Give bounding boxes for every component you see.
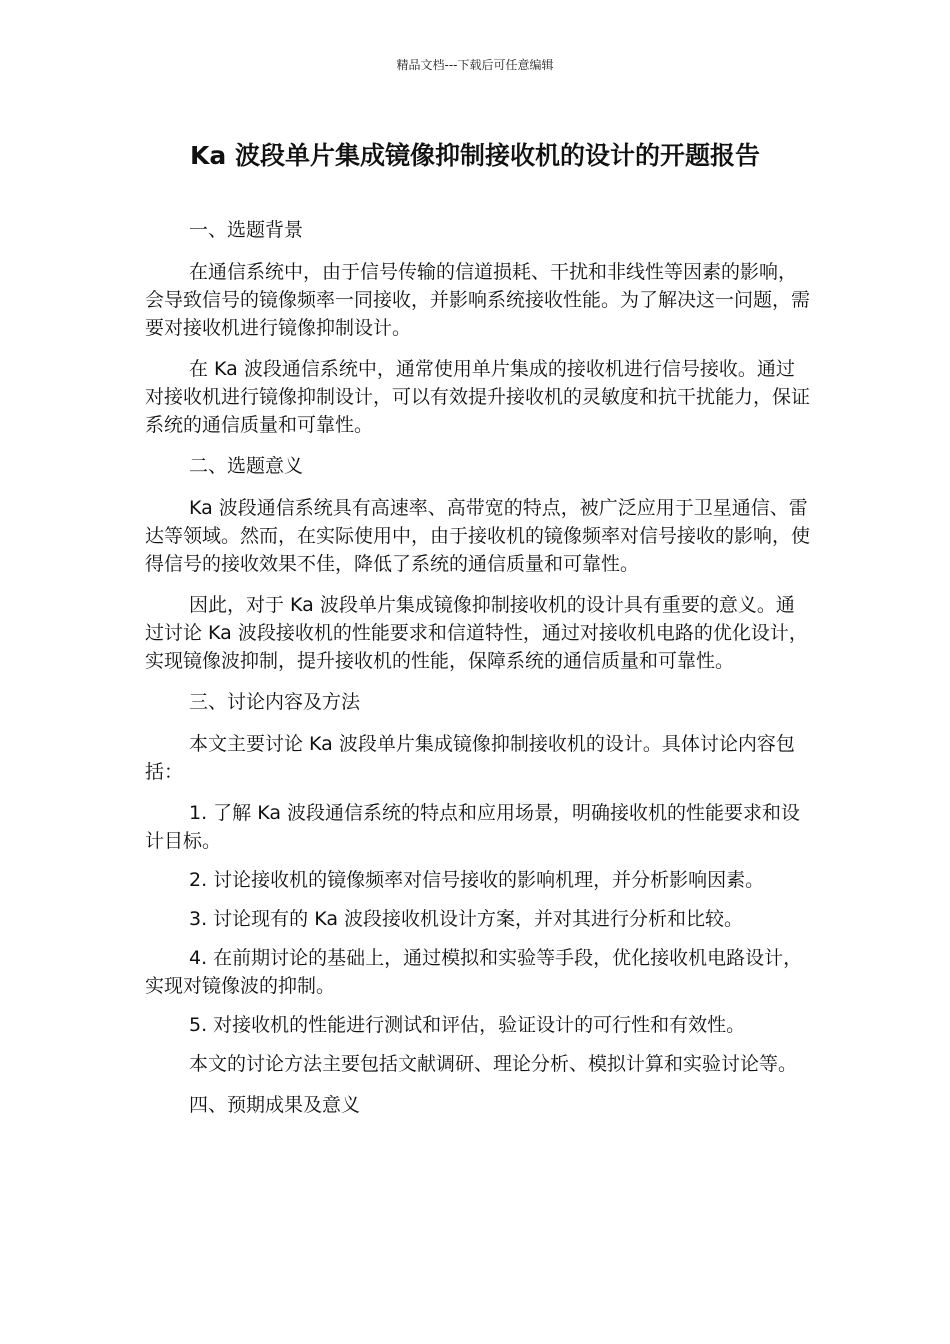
list-item: 2. 讨论接收机的镜像频率对信号接收的影响机理，并分析影响因素。 [189,869,765,891]
paragraph: 本文主要讨论 Ka 波段单片集成镜像抑制接收机的设计。具体讨论内容包括： [145,733,795,783]
document-body [145,216,810,1133]
section-heading-expected-results: 四、预期成果及意义 [189,1094,361,1116]
section-heading-content-methods: 三、讨论内容及方法 [189,691,361,713]
section-heading-significance: 二、选题意义 [189,455,304,477]
header-note: 精品文档---下载后可任意编辑 [396,58,554,72]
paragraph: 在通信系统中，由于信号传输的信道损耗、干扰和非线性等因素的影响，会导致信号的镜像频率一同接收，并影响系统接收性能。为了解决这一问题，需要对接收机进行镜像抑制设计。 [145,261,811,339]
section-heading-background: 一、选题背景 [189,219,304,241]
list-item: 5. 对接收机的性能进行测试和评估，验证设计的可行性和有效性。 [189,1014,746,1036]
paragraph: 本文的讨论方法主要包括文献调研、理论分析、模拟计算和实验讨论等。 [189,1053,798,1075]
document-title: Ka 波段单片集成镜像抑制接收机的设计的开题报告 [190,141,760,170]
list-item: 1. 了解 Ka 波段通信系统的特点和应用场景，明确接收机的性能要求和设计目标。 [145,802,801,852]
paragraph: Ka 波段通信系统具有高速率、高带宽的特点，被广泛应用于卫星通信、雷达等领域。然而，在实际使用中，由于接收机的镜像频率对信号接收的影响，使得信号的接收效果不佳，降低了系统的通信质量和可靠性。 [145,497,811,575]
paragraph: 因此，对于 Ka 波段单片集成镜像抑制接收机的设计具有重要的意义。通过讨论 Ka 波段接收机的性能要求和信道特性，通过对接收机电路的优化设计，实现镜像波抑制，提升接收机的性能，保障系统的通信质量和可靠性。 [145,594,808,672]
paragraph: 在 Ka 波段通信系统中，通常使用单片集成的接收机进行信号接收。通过对接收机进行镜像抑制设计，可以有效提升接收机的灵敏度和抗干扰能力，保证系统的通信质量和可靠性。 [145,358,811,436]
list-item: 3. 讨论现有的 Ka 波段接收机设计方案，并对其进行分析和比较。 [189,908,744,930]
list-item: 4. 在前期讨论的基础上，通过模拟和实验等手段，优化接收机电路设计，实现对镜像波的抑制。 [145,947,803,997]
